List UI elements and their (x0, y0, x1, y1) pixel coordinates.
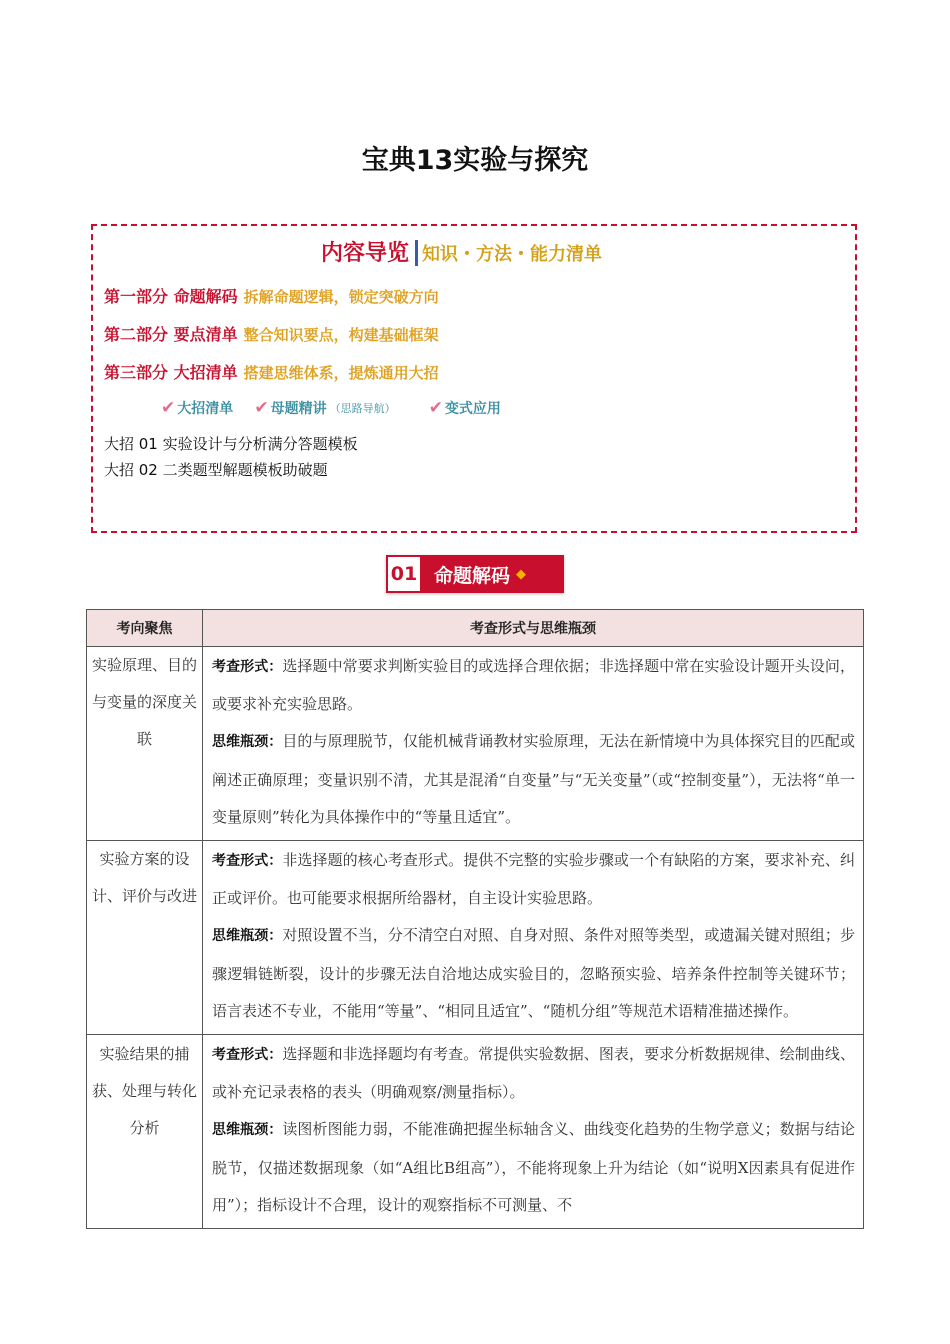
tab-label: 大招清单 (177, 401, 234, 417)
form-label: 考查形式： (212, 853, 283, 870)
moves-list (104, 431, 358, 483)
section-label-block (422, 555, 564, 593)
tab-variant-practice[interactable] (429, 398, 501, 418)
content-guide-box (91, 224, 857, 533)
bottleneck-text: 对照设置不当，分不清空白对照、自身对照、条件对照等类型，或遗漏关键对照组；步骤逻辑链断裂，设计的步骤无法自洽地达成实验目的，忽略预实验、培养条件控制等关键环节；语言表述不专业，不能用“等量”、“相同且适宜”、“随机分组”等规范术语精准描述操作。 (212, 926, 855, 1020)
bottleneck-text: 目的与原理脱节，仅能机械背诵教材实验原理，无法在新情境中为具体探究目的匹配或阐述正确原理；变量识别不清，尤其是混淆“自变量”与“无关变量”（或“控制变量”），无法将“单一变量原则”转化为具体操作中的“等量且适宜”。 (212, 732, 855, 826)
bottleneck-label: 思维瓶颈： (212, 1122, 283, 1139)
tab-big-moves[interactable] (161, 398, 233, 418)
guide-part-3 (104, 360, 439, 383)
table-row (87, 841, 864, 1035)
part-name: 第一部分 命题解码 (104, 287, 238, 306)
part-desc: 整合知识要点，构建基础框架 (243, 326, 439, 344)
column-header: 考查形式与思维瓶颈 (203, 610, 864, 647)
form-text: 非选择题的核心考查形式。提供不完整的实验步骤或一个有缺陷的方案，要求补充、纠正或评价。也可能要求根据所给器材，自主设计实验思路。 (212, 851, 855, 908)
section-label: 命题解码 (434, 564, 511, 587)
part-name: 第三部分 大招清单 (104, 363, 238, 382)
focus-cell: 实验结果的捕获、处理与转化分析 (87, 1035, 203, 1229)
move-item[interactable]: 大招 01 实验设计与分析满分答题模板 (104, 435, 358, 453)
form-text: 选择题和非选择题均有考查。常提供实验数据、图表，要求分析数据规律、绘制曲线、或补充记录表格的表头（明确观察/测量指标）。 (212, 1045, 855, 1102)
tab-model-questions[interactable] (254, 398, 395, 418)
heading-divider (415, 240, 418, 266)
focus-cell: 实验方案的设计、评价与改进 (87, 841, 203, 1035)
form-label: 考查形式： (212, 659, 283, 675)
focus-cell: 实验原理、目的与变量的深度关联 (87, 647, 203, 841)
bottleneck-label: 思维瓶颈： (212, 928, 283, 945)
detail-cell (203, 841, 864, 1035)
form-text: 选择题中常要求判断实验目的或选择合理依据；非选择题中常在实验设计题开头设问，或要求补充实验思路。 (212, 657, 855, 714)
form-label: 考查形式： (212, 1047, 283, 1064)
move-item[interactable]: 大招 02 二类题型解题模板助破题 (104, 461, 328, 479)
tab-label: 变式应用 (444, 401, 501, 417)
part-desc: 拆解命题逻辑，锁定突破方向 (243, 288, 439, 306)
check-icon: ✔ (428, 398, 443, 418)
guide-tabs (161, 398, 517, 418)
section-badge (386, 555, 564, 593)
guide-part-2 (104, 322, 439, 345)
part-name: 第二部分 要点清单 (104, 325, 238, 344)
column-header: 考向聚焦 (87, 610, 203, 647)
guide-subheading: 知识・方法・能力清单 (422, 244, 603, 265)
diamond-icon: ◆ (516, 566, 527, 582)
tab-label: 母题精讲 (270, 401, 327, 417)
exam-focus-table (86, 609, 864, 1229)
guide-heading: 内容导览 (321, 241, 410, 266)
guide-part-1 (104, 284, 439, 307)
table-row (87, 1035, 864, 1229)
part-desc: 搭建思维体系，提炼通用大招 (243, 364, 439, 382)
page-title: 宝典13实验与探究 (361, 145, 589, 176)
check-icon: ✔ (254, 398, 269, 418)
table-row (87, 647, 864, 841)
bottleneck-text: 读图析图能力弱，不能准确把握坐标轴含义、曲线变化趋势的生物学意义；数据与结论脱节，仅描述数据现象（如“A组比B组高”），不能将现象上升为结论（如“说明X因素具有促进作用”）；指标设计不合理，设计的观察指标不可测量、不 (212, 1120, 855, 1214)
tab-note: （思路导航） (329, 402, 396, 415)
detail-cell (203, 1035, 864, 1229)
detail-cell (203, 647, 864, 841)
bottleneck-label: 思维瓶颈： (212, 734, 283, 751)
check-icon: ✔ (161, 398, 176, 418)
section-number: 01 (386, 555, 422, 593)
table-header-row (87, 610, 864, 647)
guide-heading-row (321, 236, 602, 267)
